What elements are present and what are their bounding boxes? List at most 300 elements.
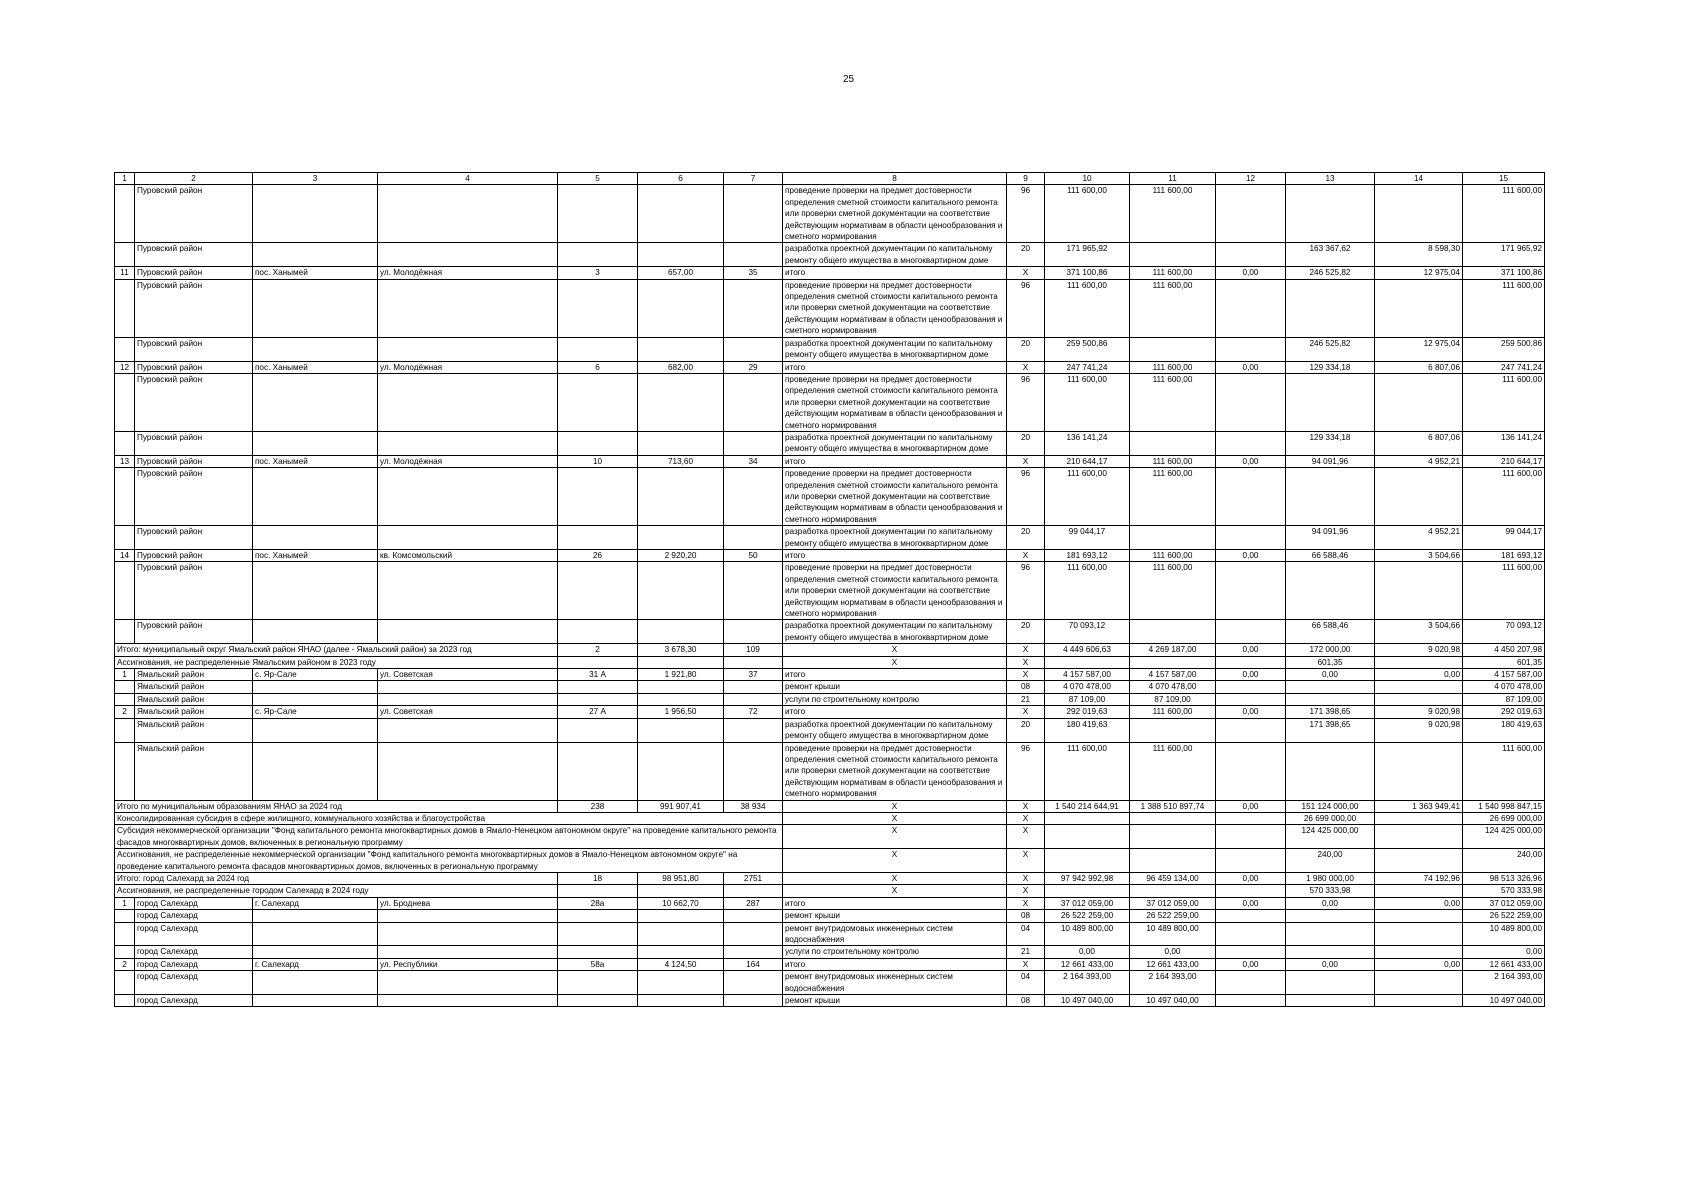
table-cell: 111 600,00 xyxy=(1045,742,1130,800)
table-cell: разработка проектной документации по капитальному ремонту общего имущества в многоквартирном доме xyxy=(783,620,1007,644)
table-cell xyxy=(638,910,724,922)
table-row xyxy=(115,958,1545,970)
table-cell: 12 661 433,00 xyxy=(1130,958,1216,970)
table-cell: 7 xyxy=(724,173,783,185)
table-cell: 136 141,24 xyxy=(1463,431,1545,455)
table-cell: 38 934 xyxy=(724,800,783,812)
table-cell: итого xyxy=(783,361,1007,373)
table-cell: 0,00 xyxy=(1286,958,1375,970)
table-cell: 111 600,00 xyxy=(1463,562,1545,620)
table-cell: 12 975,04 xyxy=(1375,337,1463,361)
table-cell xyxy=(253,562,378,620)
table-cell xyxy=(378,910,558,922)
table-cell: 21 xyxy=(1007,693,1045,705)
table-cell: услуги по строительному контролю xyxy=(783,946,1007,958)
table-cell: кв. Комсомольский xyxy=(378,550,558,562)
table-cell: 4 xyxy=(378,173,558,185)
table-cell: 99 044,17 xyxy=(1045,526,1130,550)
table-cell: разработка проектной документации по капитальному ремонту общего имущества в многоквартирном доме xyxy=(783,243,1007,267)
table-cell: ул. Советская xyxy=(378,669,558,681)
table-cell: 3 xyxy=(558,267,638,279)
table-cell: 12 xyxy=(115,361,135,373)
table-cell: ремонт крыши xyxy=(783,995,1007,1007)
table-cell: 26 699 000,00 xyxy=(1286,812,1375,824)
table-cell: 58а xyxy=(558,958,638,970)
table-cell xyxy=(1286,742,1375,800)
table-cell: 21 xyxy=(1007,946,1045,958)
table-cell: 0,00 xyxy=(1216,550,1286,562)
table-cell: Итого: город Салехард за 2024 год xyxy=(115,872,558,884)
table-cell: итого xyxy=(783,706,1007,718)
table-cell xyxy=(1045,656,1130,668)
table-cell: 570 333,98 xyxy=(1463,885,1545,897)
table-cell: 14 xyxy=(1375,173,1463,185)
table-cell: 96 xyxy=(1007,468,1045,526)
table-cell xyxy=(558,742,638,800)
table-cell xyxy=(724,620,783,644)
table-cell: Ассигнования, не распределенные некоммерческой организации "Фонд капитального ремонта многоквартирных домов в Ямало-Ненецком автономном округе" на проведение капитального ремонта фасадов многоквартирных домов, включенных в региональную программу xyxy=(115,849,783,873)
table-cell: 3 504,66 xyxy=(1375,620,1463,644)
table-cell xyxy=(1286,279,1375,337)
table-cell xyxy=(253,922,378,946)
table-cell: с. Яр-Сале xyxy=(253,706,378,718)
table-cell xyxy=(253,337,378,361)
table-cell: 0,00 xyxy=(1216,669,1286,681)
table-cell: 20 xyxy=(1007,526,1045,550)
table-cell xyxy=(1130,849,1216,873)
table-cell: 13 xyxy=(1286,173,1375,185)
table-cell xyxy=(638,337,724,361)
table-cell: 6 807,06 xyxy=(1375,361,1463,373)
table-cell: 240,00 xyxy=(1463,849,1545,873)
table-cell: 111 600,00 xyxy=(1463,279,1545,337)
table-cell: 371 100,86 xyxy=(1463,267,1545,279)
table-cell: город Салехард xyxy=(135,922,253,946)
table-cell: 0,00 xyxy=(1216,958,1286,970)
table-cell: 26 522 259,00 xyxy=(1463,910,1545,922)
table-cell: X xyxy=(783,644,1007,656)
table-cell xyxy=(1216,526,1286,550)
table-cell: 04 xyxy=(1007,971,1045,995)
table-cell xyxy=(558,971,638,995)
table-cell: 9 020,98 xyxy=(1375,706,1463,718)
table-cell: 10 497 040,00 xyxy=(1130,995,1216,1007)
table-cell xyxy=(1375,185,1463,243)
table-cell: 2 xyxy=(115,958,135,970)
table-cell: 4 449 606,63 xyxy=(1045,644,1130,656)
table-cell: 601,35 xyxy=(1463,656,1545,668)
table-cell: 171 965,92 xyxy=(1463,243,1545,267)
table-cell xyxy=(724,885,783,897)
table-cell xyxy=(1045,885,1130,897)
table-cell: 0,00 xyxy=(1216,872,1286,884)
table-cell: 96 xyxy=(1007,562,1045,620)
table-cell: разработка проектной документации по капитальному ремонту общего имущества в многоквартирном доме xyxy=(783,526,1007,550)
table-cell xyxy=(1375,971,1463,995)
table-cell: Ассигнования, не распределенные Ямальским районом в 2023 году xyxy=(115,656,558,668)
table-cell: 172 000,00 xyxy=(1286,644,1375,656)
table-cell: 87 109,00 xyxy=(1463,693,1545,705)
table-cell xyxy=(378,337,558,361)
table-cell xyxy=(1130,431,1216,455)
table-cell: 111 600,00 xyxy=(1045,373,1130,431)
table-cell: 111 600,00 xyxy=(1045,562,1130,620)
table-cell: итого xyxy=(783,455,1007,467)
table-cell: 111 600,00 xyxy=(1130,562,1216,620)
table-cell: 5 xyxy=(558,173,638,185)
table-cell xyxy=(638,693,724,705)
table-cell: Итого: муниципальный округ Ямальский район ЯНАО (далее - Ямальский район) за 2023 год xyxy=(115,644,558,656)
table-cell xyxy=(558,910,638,922)
table-cell xyxy=(253,946,378,958)
table-cell xyxy=(1216,825,1286,849)
table-cell xyxy=(378,620,558,644)
table-cell: Субсидия некоммерческой организации "Фонд капитального ремонта многоквартирных домов в Ямало-Ненецком автономном округе" на проведение капитального ремонта фасадов многоквартирных домов, включенных в региональную программу xyxy=(115,825,783,849)
table-cell: пос. Ханымей xyxy=(253,455,378,467)
table-row xyxy=(115,897,1545,909)
table-cell: 11 xyxy=(115,267,135,279)
table-cell xyxy=(558,718,638,742)
table-cell xyxy=(1375,825,1463,849)
table-cell: ул. Советская xyxy=(378,706,558,718)
table-cell xyxy=(558,337,638,361)
table-cell xyxy=(115,185,135,243)
table-cell xyxy=(1286,946,1375,958)
table-cell xyxy=(1130,243,1216,267)
table-cell xyxy=(638,373,724,431)
table-cell xyxy=(638,922,724,946)
table-cell xyxy=(1375,922,1463,946)
table-cell: 171 398,65 xyxy=(1286,706,1375,718)
table-cell: 9 020,98 xyxy=(1375,718,1463,742)
table-cell: ул. Броднева xyxy=(378,897,558,909)
table-cell: 28а xyxy=(558,897,638,909)
table-cell xyxy=(724,922,783,946)
table-cell xyxy=(1375,910,1463,922)
table-cell xyxy=(115,431,135,455)
table-cell xyxy=(253,185,378,243)
table-cell: 37 012 059,00 xyxy=(1045,897,1130,909)
table-cell: 87 109,00 xyxy=(1130,693,1216,705)
table-cell: 26 522 259,00 xyxy=(1130,910,1216,922)
table-cell xyxy=(724,656,783,668)
table-cell: 18 xyxy=(558,872,638,884)
table-cell: город Салехард xyxy=(135,946,253,958)
table-row xyxy=(115,361,1545,373)
table-cell xyxy=(1216,431,1286,455)
table-cell: 96 xyxy=(1007,742,1045,800)
table-cell: Ямальский район xyxy=(135,669,253,681)
table-cell: 1 956,50 xyxy=(638,706,724,718)
table-cell xyxy=(378,693,558,705)
table-cell xyxy=(115,693,135,705)
table-cell xyxy=(558,373,638,431)
table-cell: 0,00 xyxy=(1216,455,1286,467)
table-cell: 10 489 800,00 xyxy=(1045,922,1130,946)
table-cell: 34 xyxy=(724,455,783,467)
table-cell: 4 450 207,98 xyxy=(1463,644,1545,656)
table-cell xyxy=(378,526,558,550)
table-cell xyxy=(253,718,378,742)
table-cell: проведение проверки на предмет достоверности определения сметной стоимости капитального ремонта или проверки сметной документации на соответствие действующим нормативам в области ценообразования и сметного нормирования xyxy=(783,468,1007,526)
table-cell xyxy=(638,742,724,800)
table-cell: 96 xyxy=(1007,279,1045,337)
table-cell: пос. Ханымей xyxy=(253,550,378,562)
table-cell: город Салехард xyxy=(135,995,253,1007)
table-cell: 70 093,12 xyxy=(1463,620,1545,644)
table-cell xyxy=(558,995,638,1007)
table-cell: 210 644,17 xyxy=(1045,455,1130,467)
table-cell: 6 807,06 xyxy=(1375,431,1463,455)
table-cell: 124 425 000,00 xyxy=(1463,825,1545,849)
table-row xyxy=(115,718,1545,742)
table-cell: X xyxy=(1007,872,1045,884)
table-cell: Ямальский район xyxy=(135,706,253,718)
capital-repair-table xyxy=(114,172,1545,1007)
table-cell: 1 388 510 897,74 xyxy=(1130,800,1216,812)
table-cell: 9 xyxy=(1007,173,1045,185)
table-cell xyxy=(115,922,135,946)
table-cell xyxy=(724,946,783,958)
table-cell: 10 489 800,00 xyxy=(1463,922,1545,946)
table-cell xyxy=(1216,185,1286,243)
table-cell xyxy=(378,468,558,526)
table-cell xyxy=(115,526,135,550)
table-cell: 240,00 xyxy=(1286,849,1375,873)
table-cell: 0,00 xyxy=(1286,897,1375,909)
table-cell xyxy=(638,718,724,742)
table-cell: 08 xyxy=(1007,910,1045,922)
table-cell: X xyxy=(1007,958,1045,970)
table-row xyxy=(115,681,1545,693)
table-cell xyxy=(253,620,378,644)
table-row xyxy=(115,669,1545,681)
table-cell xyxy=(1216,562,1286,620)
table-cell xyxy=(638,995,724,1007)
table-cell xyxy=(1216,971,1286,995)
table-cell: 1 540 214 644,91 xyxy=(1045,800,1130,812)
table-cell xyxy=(638,971,724,995)
table-cell xyxy=(1216,373,1286,431)
table-cell: 4 952,21 xyxy=(1375,526,1463,550)
table-cell: 96 xyxy=(1007,185,1045,243)
table-cell: 371 100,86 xyxy=(1045,267,1130,279)
table-cell xyxy=(1216,922,1286,946)
table-cell xyxy=(724,718,783,742)
table-cell xyxy=(1216,742,1286,800)
table-cell: 10 489 800,00 xyxy=(1130,922,1216,946)
table-cell: Ямальский район xyxy=(135,742,253,800)
table-cell xyxy=(115,971,135,995)
table-cell xyxy=(1130,718,1216,742)
table-cell xyxy=(1216,693,1286,705)
table-cell: X xyxy=(783,812,1007,824)
table-cell: ул. Молодёжная xyxy=(378,455,558,467)
table-cell: 259 500,86 xyxy=(1045,337,1130,361)
table-cell xyxy=(378,946,558,958)
table-cell xyxy=(558,185,638,243)
table-cell: ремонт внутридомовых инженерных систем водоснабжения xyxy=(783,971,1007,995)
table-cell: 70 093,12 xyxy=(1045,620,1130,644)
table-cell xyxy=(1216,812,1286,824)
table-cell: 31 А xyxy=(558,669,638,681)
table-cell: 0,00 xyxy=(1045,946,1130,958)
table-cell: 4 070 478,00 xyxy=(1045,681,1130,693)
table-cell: 111 600,00 xyxy=(1463,742,1545,800)
table-cell xyxy=(378,185,558,243)
table-cell xyxy=(1216,885,1286,897)
table-cell: 0,00 xyxy=(1216,267,1286,279)
table-cell: 20 xyxy=(1007,620,1045,644)
table-cell: город Салехард xyxy=(135,910,253,922)
table-cell xyxy=(1375,562,1463,620)
table-cell: 97 942 992,98 xyxy=(1045,872,1130,884)
table-cell: 111 600,00 xyxy=(1130,550,1216,562)
table-cell xyxy=(724,431,783,455)
table-cell xyxy=(378,243,558,267)
table-cell: 66 588,46 xyxy=(1286,620,1375,644)
table-cell: Пуровский район xyxy=(135,455,253,467)
table-cell xyxy=(1045,825,1130,849)
table-cell xyxy=(1130,812,1216,824)
table-cell: 180 419,63 xyxy=(1045,718,1130,742)
table-cell: 0,00 xyxy=(1375,897,1463,909)
table-cell: 238 xyxy=(558,800,638,812)
table-cell xyxy=(1045,812,1130,824)
table-row xyxy=(115,706,1545,718)
table-cell: Итого по муниципальным образованиям ЯНАО за 2024 год xyxy=(115,800,558,812)
table-cell xyxy=(558,946,638,958)
table-cell: 98 951,80 xyxy=(638,872,724,884)
table-cell xyxy=(1375,742,1463,800)
table-cell xyxy=(1286,910,1375,922)
table-cell: 87 109,00 xyxy=(1045,693,1130,705)
table-cell: пос. Ханымей xyxy=(253,267,378,279)
table-cell: 111 600,00 xyxy=(1045,468,1130,526)
table-cell xyxy=(1216,279,1286,337)
table-cell xyxy=(253,243,378,267)
table-cell: 4 070 478,00 xyxy=(1463,681,1545,693)
table-cell: 10 497 040,00 xyxy=(1045,995,1130,1007)
table-cell: X xyxy=(1007,267,1045,279)
table-cell: 13 xyxy=(115,455,135,467)
table-cell: 10 662,70 xyxy=(638,897,724,909)
table-cell: X xyxy=(783,885,1007,897)
table-cell: 109 xyxy=(724,644,783,656)
table-cell xyxy=(638,243,724,267)
table-cell: 10 497 040,00 xyxy=(1463,995,1545,1007)
table-row xyxy=(115,243,1545,267)
table-cell: 99 044,17 xyxy=(1463,526,1545,550)
table-cell: 111 600,00 xyxy=(1130,185,1216,243)
table-cell: 1 921,80 xyxy=(638,669,724,681)
table-cell xyxy=(1130,337,1216,361)
table-row xyxy=(115,550,1545,562)
table-cell: 111 600,00 xyxy=(1130,455,1216,467)
table-cell: проведение проверки на предмет достоверности определения сметной стоимости капитального ремонта или проверки сметной документации на соответствие действующим нормативам в области ценообразования и сметного нормирования xyxy=(783,562,1007,620)
table-cell: 66 588,46 xyxy=(1286,550,1375,562)
table-cell xyxy=(253,693,378,705)
table-cell: 04 xyxy=(1007,922,1045,946)
table-cell xyxy=(378,681,558,693)
subsidy-row xyxy=(115,812,1545,824)
table-cell: 0,00 xyxy=(1463,946,1545,958)
table-cell xyxy=(724,373,783,431)
table-cell: итого xyxy=(783,958,1007,970)
table-cell xyxy=(1216,620,1286,644)
table-cell xyxy=(638,562,724,620)
table-cell xyxy=(638,431,724,455)
table-cell xyxy=(724,910,783,922)
table-cell xyxy=(638,279,724,337)
table-cell: 12 661 433,00 xyxy=(1045,958,1130,970)
table-cell: 4 070 478,00 xyxy=(1130,681,1216,693)
table-cell xyxy=(1375,373,1463,431)
table-cell xyxy=(724,562,783,620)
table-cell xyxy=(1286,971,1375,995)
table-cell xyxy=(638,620,724,644)
table-cell: 94 091,96 xyxy=(1286,455,1375,467)
table-cell: пос. Ханымей xyxy=(253,361,378,373)
table-row xyxy=(115,468,1545,526)
table-cell: 111 600,00 xyxy=(1463,185,1545,243)
table-cell: 1 xyxy=(115,173,135,185)
table-cell: 180 419,63 xyxy=(1463,718,1545,742)
table-cell: 111 600,00 xyxy=(1130,742,1216,800)
table-cell: 29 xyxy=(724,361,783,373)
table-cell: 08 xyxy=(1007,681,1045,693)
table-cell: проведение проверки на предмет достоверности определения сметной стоимости капитального ремонта или проверки сметной документации на соответствие действующим нормативам в области ценообразования и сметного нормирования xyxy=(783,185,1007,243)
table-row xyxy=(115,431,1545,455)
table-cell xyxy=(253,431,378,455)
table-cell: Ассигнования, не распределенные городом Салехард в 2024 году xyxy=(115,885,558,897)
table-cell: 74 192,96 xyxy=(1375,872,1463,884)
table-cell: Пуровский район xyxy=(135,279,253,337)
table-cell: город Салехард xyxy=(135,958,253,970)
table-cell: 2 164 393,00 xyxy=(1463,971,1545,995)
table-cell xyxy=(724,526,783,550)
table-cell: Пуровский район xyxy=(135,526,253,550)
table-cell: 37 012 059,00 xyxy=(1463,897,1545,909)
table-cell: 4 124,50 xyxy=(638,958,724,970)
table-cell: 246 525,82 xyxy=(1286,267,1375,279)
table-cell xyxy=(558,431,638,455)
table-cell: 11 xyxy=(1130,173,1216,185)
table-cell xyxy=(1130,825,1216,849)
table-cell xyxy=(115,468,135,526)
table-cell xyxy=(638,185,724,243)
table-cell: 8 xyxy=(783,173,1007,185)
table-cell: 287 xyxy=(724,897,783,909)
table-cell: 8 598,30 xyxy=(1375,243,1463,267)
table-cell: X xyxy=(1007,656,1045,668)
table-cell xyxy=(638,656,724,668)
table-cell: 12 975,04 xyxy=(1375,267,1463,279)
table-cell xyxy=(115,946,135,958)
table-cell xyxy=(115,279,135,337)
table-cell: 111 600,00 xyxy=(1463,373,1545,431)
table-cell: 3 504,66 xyxy=(1375,550,1463,562)
table-cell: X xyxy=(783,825,1007,849)
table-cell xyxy=(638,946,724,958)
table-row xyxy=(115,922,1545,946)
table-cell xyxy=(638,526,724,550)
table-cell: 111 600,00 xyxy=(1130,468,1216,526)
table-cell: 27 А xyxy=(558,706,638,718)
table-row xyxy=(115,337,1545,361)
table-cell xyxy=(378,373,558,431)
table-cell: 657,00 xyxy=(638,267,724,279)
